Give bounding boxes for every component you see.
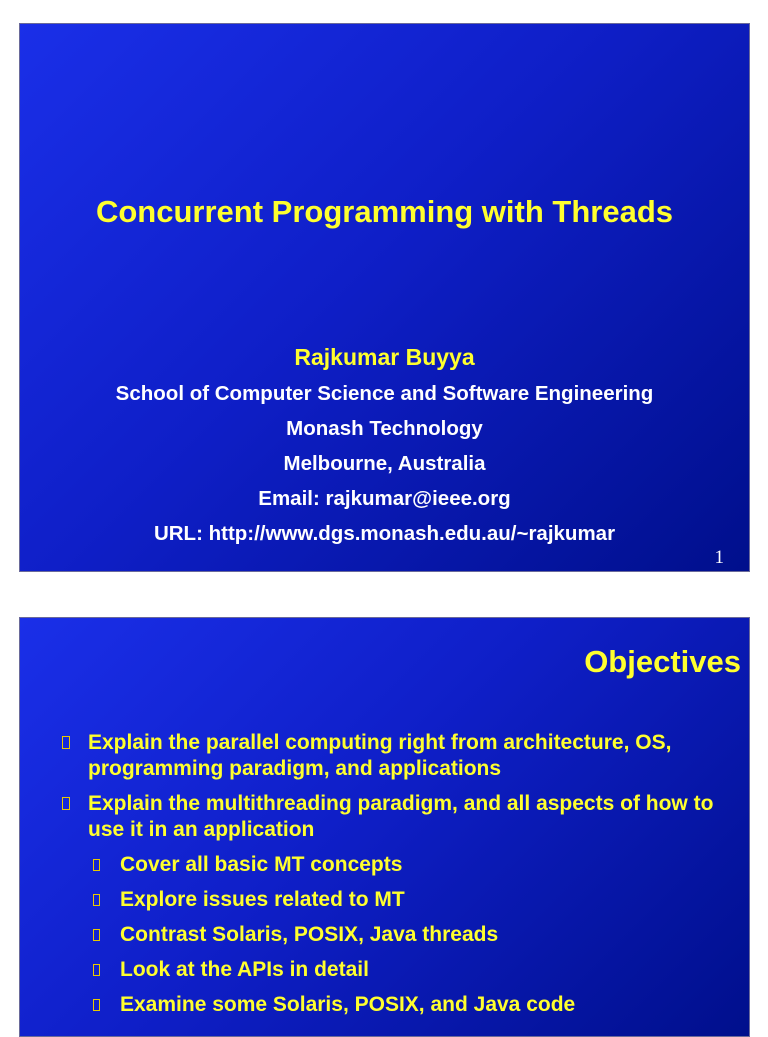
url-line: URL: http://www.dgs.monash.edu.au/~rajkumar <box>153 522 616 545</box>
sub-bullet-text: Look at the APIs in detail <box>120 958 369 981</box>
list-item <box>62 852 742 878</box>
slide-2 <box>19 617 750 1037</box>
sub-bullet-text: Examine some Solaris, POSIX, and Java code <box>120 993 576 1016</box>
page-number: 1 <box>714 547 724 568</box>
list-item <box>62 730 742 782</box>
list-item <box>62 922 742 948</box>
square-bullet-icon <box>62 736 70 749</box>
square-bullet-icon <box>93 999 100 1011</box>
square-bullet-icon <box>93 859 100 871</box>
location-line: Melbourne, Australia <box>283 452 486 475</box>
email-line: Email: rajkumar@ieee.org <box>258 487 511 510</box>
school-line: School of Computer Science and Software Engineering <box>115 382 654 405</box>
square-bullet-icon <box>62 797 70 810</box>
objectives-list <box>62 730 742 1027</box>
institution-line: Monash Technology <box>286 417 483 440</box>
sub-bullet-text: Contrast Solaris, POSIX, Java threads <box>120 923 499 946</box>
list-item <box>62 992 742 1018</box>
square-bullet-icon <box>93 964 100 976</box>
list-item <box>62 957 742 983</box>
list-item <box>62 791 742 843</box>
bullet-text: Explain the multithreading paradigm, and all aspects of how to use it in an application <box>88 792 714 841</box>
square-bullet-icon <box>93 894 100 906</box>
slide-1-title: Concurrent Programming with Threads <box>95 194 673 229</box>
bullet-text: Explain the parallel computing right from architecture, OS, programming paradigm, and applications <box>88 731 672 780</box>
author-name: Rajkumar Buyya <box>294 344 475 370</box>
sub-bullet-text: Cover all basic MT concepts <box>120 853 403 876</box>
slide-2-title: Objectives <box>584 644 741 679</box>
list-item <box>62 887 742 913</box>
square-bullet-icon <box>93 929 100 941</box>
slide-1 <box>19 23 750 572</box>
author-block <box>20 342 749 551</box>
sub-bullet-text: Explore issues related to MT <box>120 888 405 911</box>
